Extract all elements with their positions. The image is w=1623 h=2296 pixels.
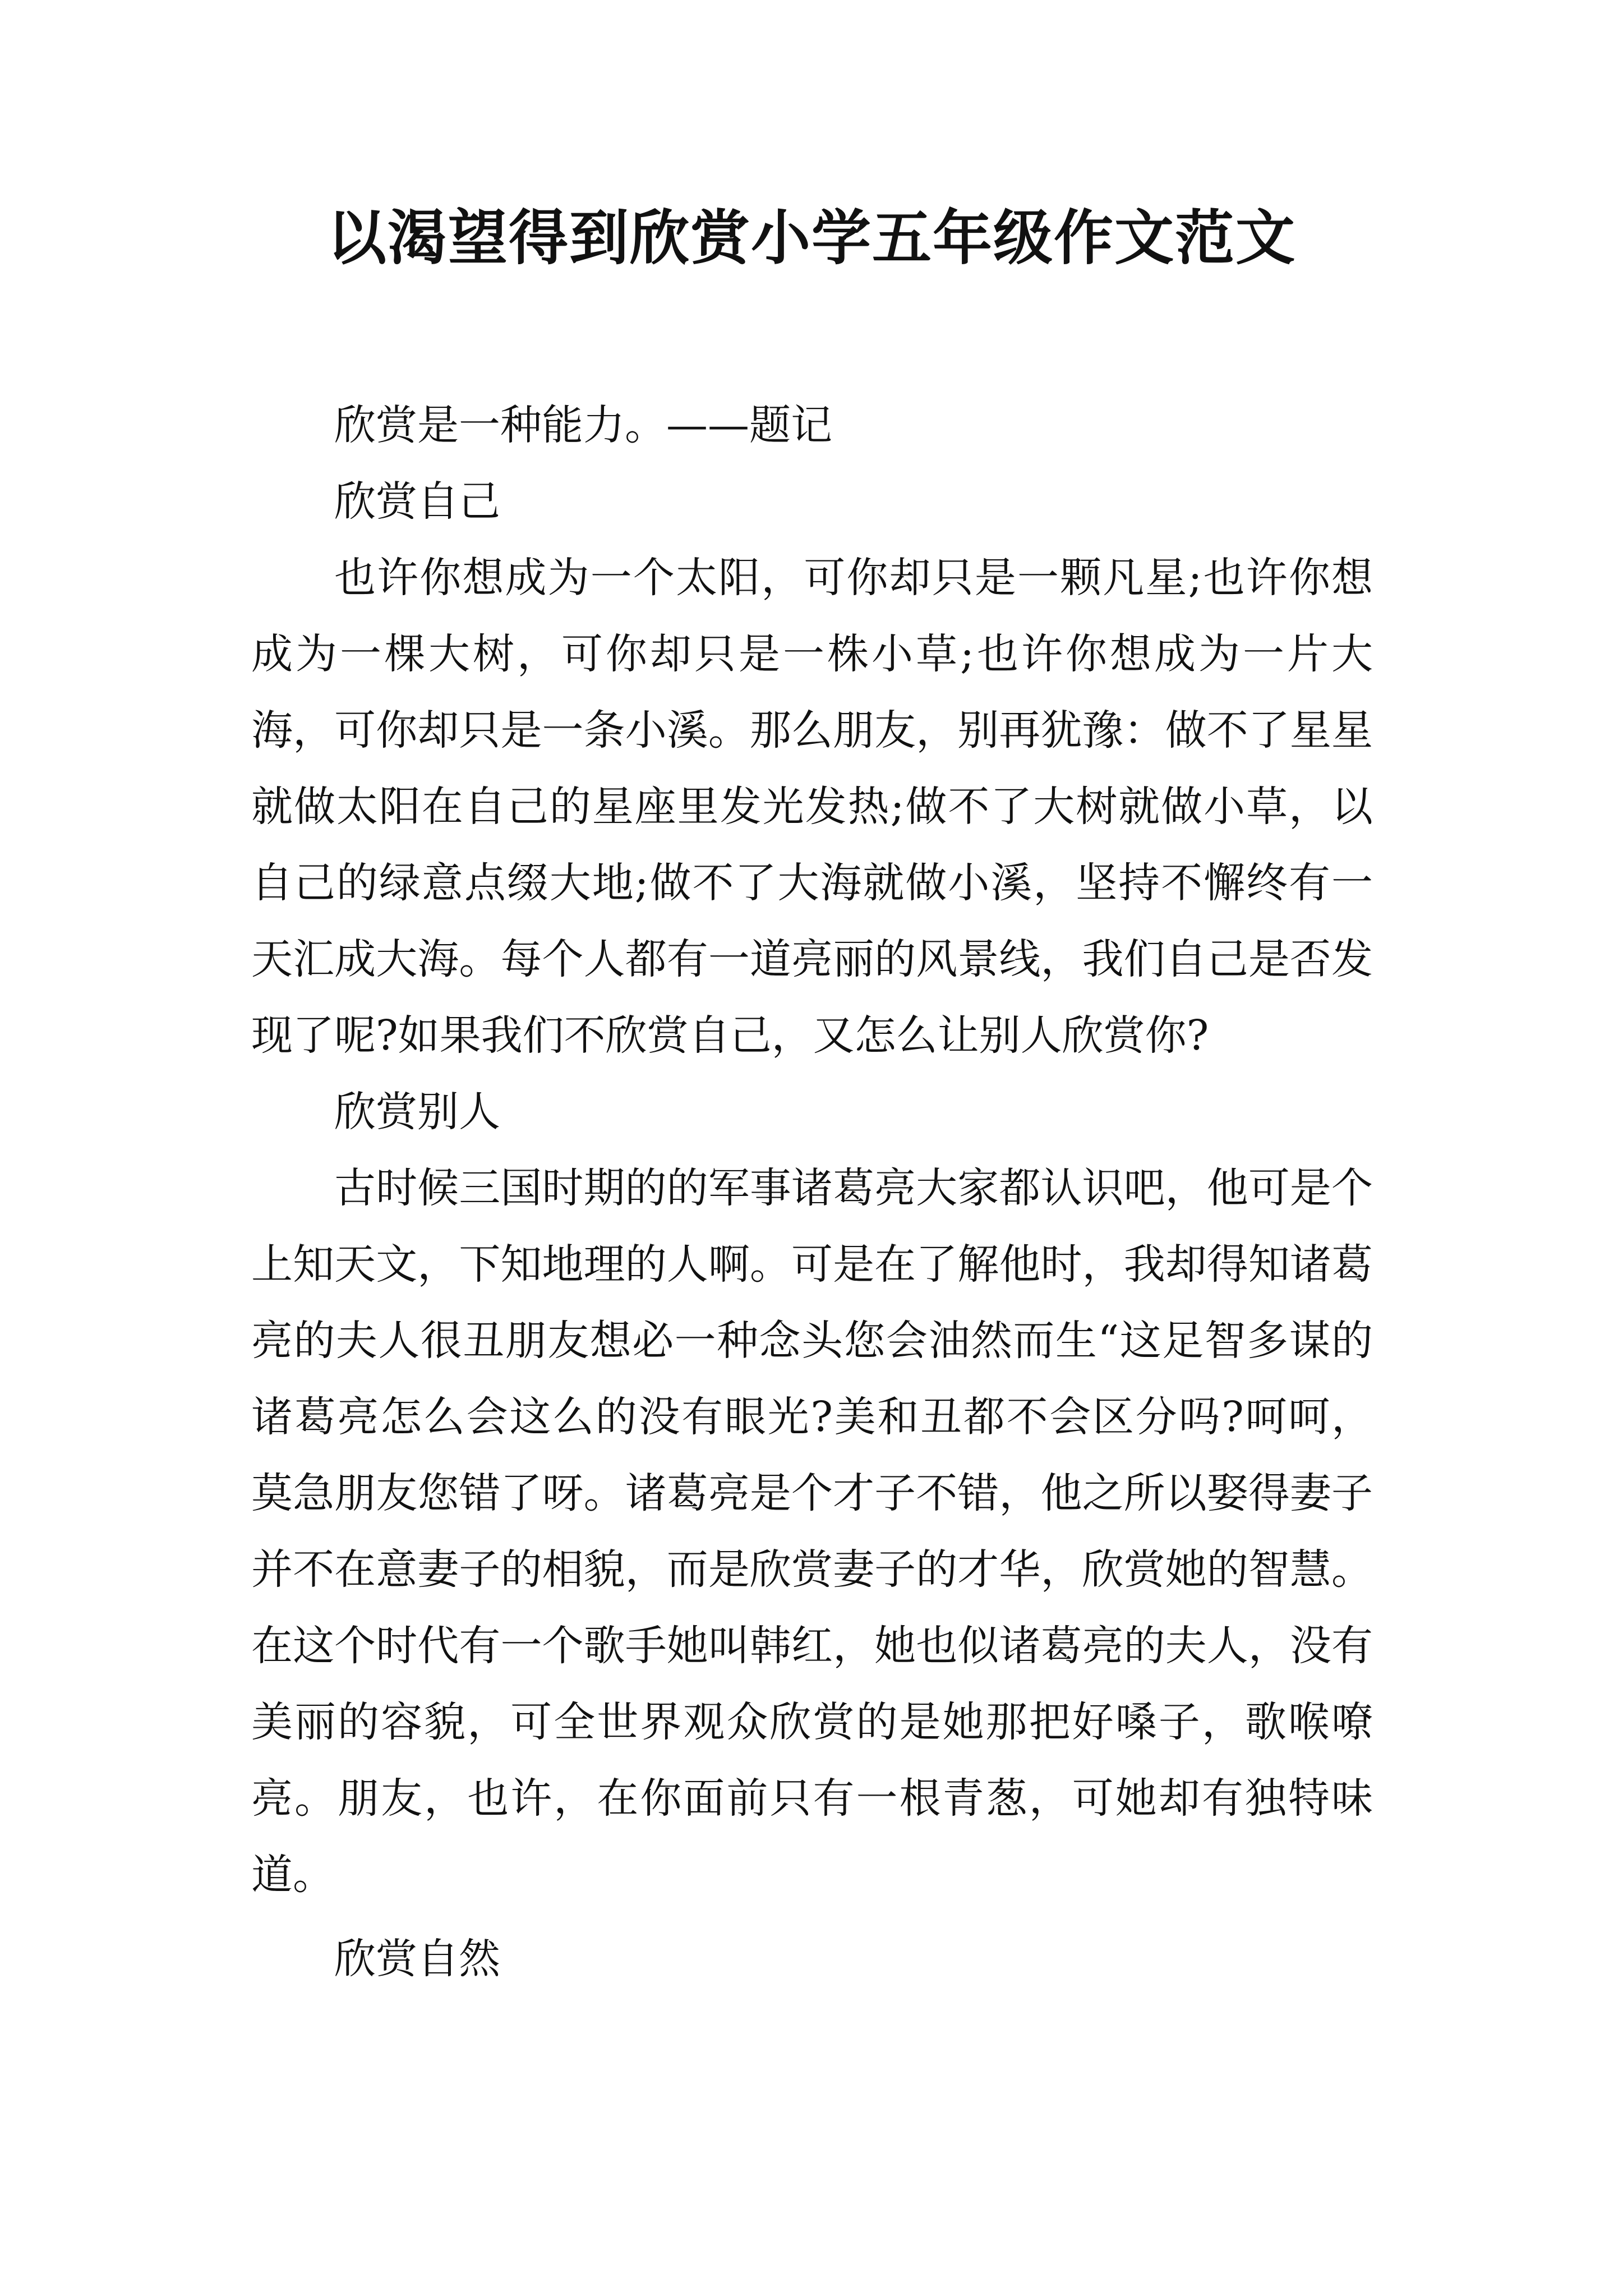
document-body xyxy=(251,387,1373,1997)
paragraph-self: 也许你想成为一个太阳，可你却只是一颗凡星;也许你想成为一棵大树，可你却只是一株小草;也许你想成为一片大海，可你却只是一条小溪。那么朋友，别再犹豫：做不了星星就做太阳在自己的星座里发光发热;做不了大树就做小草，以自己的绿意点缀大地;做不了大海就做小溪，坚持不懈终有一天汇成大海。每个人都有一道亮丽的风景线，我们自己是否发现了呢?如果我们不欣赏自己，又怎么让别人欣赏你? xyxy=(251,554,1373,1060)
paragraph-others: 古时候三国时期的的军事诸葛亮大家都认识吧，他可是个上知天文，下知地理的人啊。可是在了解他时，我却得知诸葛亮的夫人很丑朋友想必一种念头您会油然而生“这足智多谋的诸葛亮怎么会这么的没有眼光?美和丑都不会区分吗?呵呵，莫急朋友您错了呀。诸葛亮是个才子不错，他之所以娶得妻子并不在意妻子的相貌，而是欣赏妻子的才华，欣赏她的智慧。在这个时代有一个歌手她叫韩红，她也似诸葛亮的夫人，没有美丽的容貌，可全世界观众欣赏的是她那把好嗓子，歌喉嘹亮。朋友，也许，在你面前只有一根青葱，可她却有独特味道。 xyxy=(251,1164,1373,1899)
epigraph: 欣赏是一种能力。——题记 xyxy=(334,401,832,449)
section-heading-nature: 欣赏自然 xyxy=(334,1935,500,1983)
document-title: 以渴望得到欣赏小学五年级作文范文 xyxy=(327,204,1296,273)
section-heading-others: 欣赏别人 xyxy=(334,1088,500,1136)
section-heading-self: 欣赏自己 xyxy=(334,477,500,526)
